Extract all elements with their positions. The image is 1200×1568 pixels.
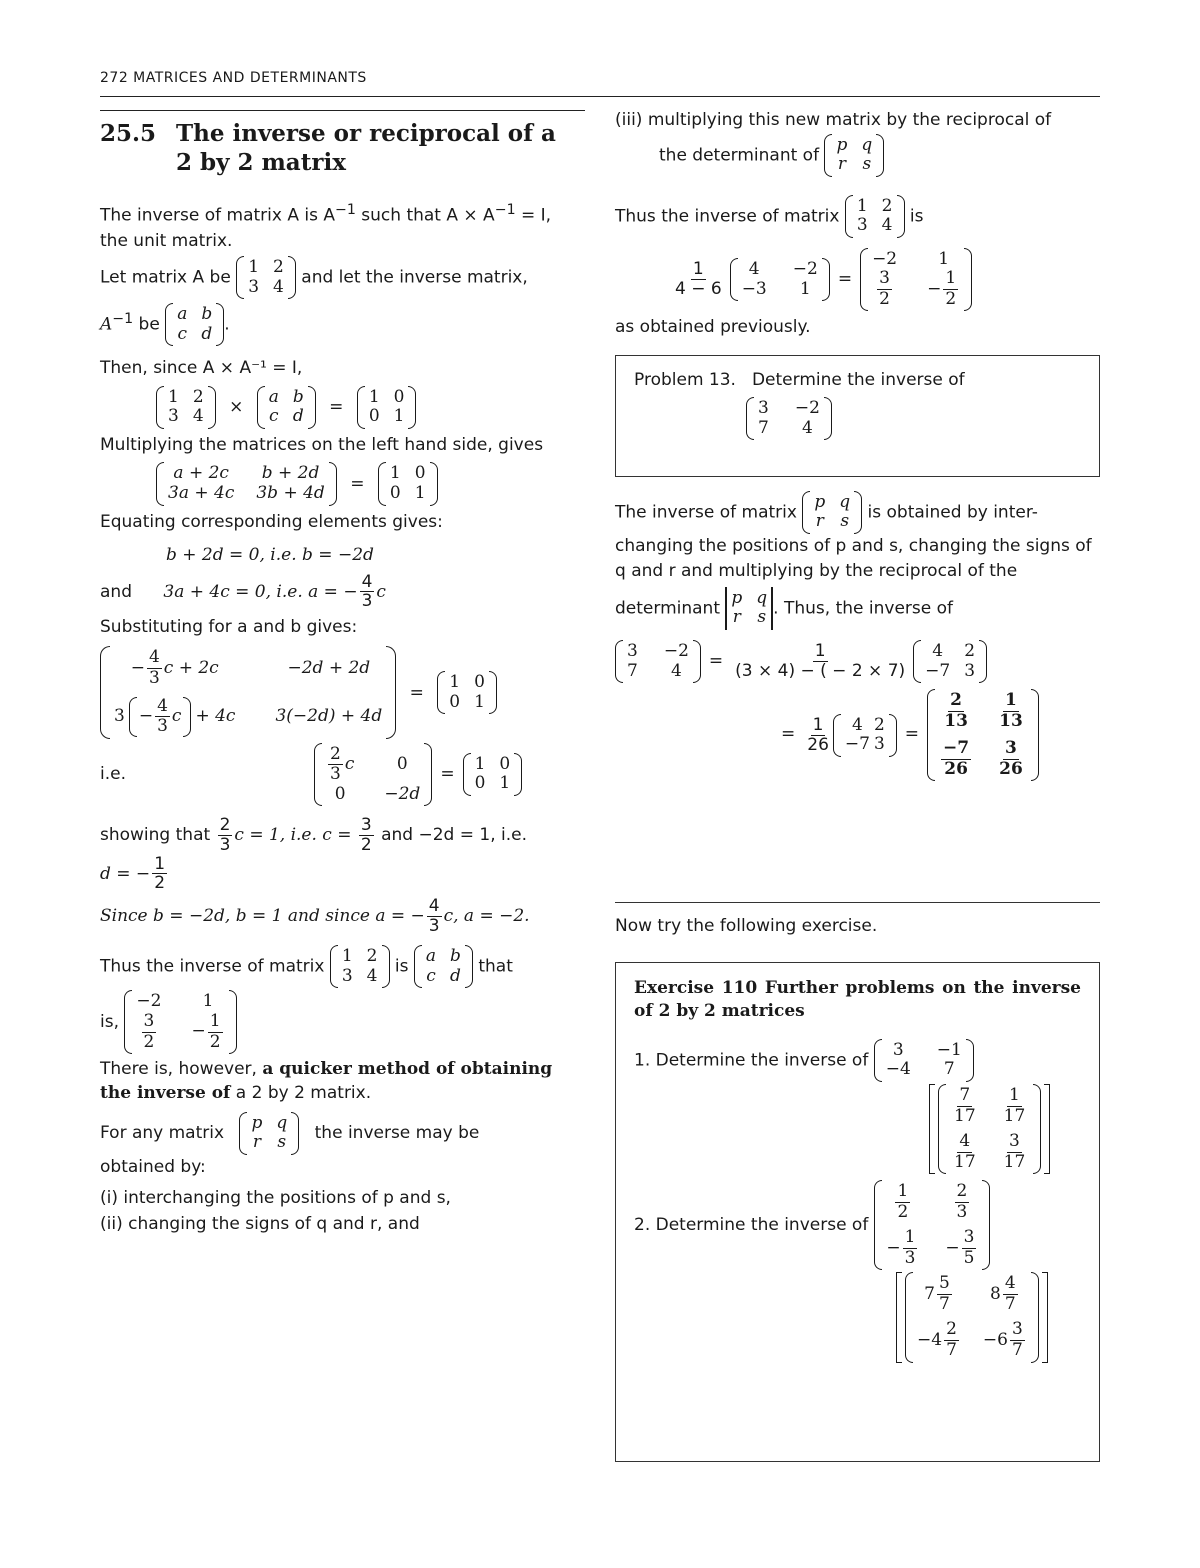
- text: The inverse of matrix A is A: [100, 205, 336, 226]
- since-line: Since b = −2d, b = 1 and since a = − $\frac{4}{3}$ c, a = −2.: [100, 895, 530, 936]
- ie-line: i.e. $\frac{2}{3}$ c 0 0 −2d = 1 0 0 1: [100, 743, 585, 807]
- text: such that A × A: [355, 205, 495, 226]
- exercise-answer-2: 7 $\frac{5}{7}$ 8 $\frac{4}{7}$ −4 $\frac{2}{7}$ − 6 $\frac{3}{7}$: [896, 1272, 1081, 1362]
- text: = I,: [515, 205, 552, 226]
- result-matrix-line: is, −2 1 $\frac{3}{2}$ − $\frac{1}{2}$: [100, 990, 585, 1054]
- inverse-rule-text: The inverse of matrix p q r s is obtained by inter-: [615, 491, 1100, 534]
- running-head: 272 MATRICES AND DETERMINANTS: [100, 70, 367, 86]
- for-any-line: For any matrix p q r s the inverse may be: [100, 1112, 585, 1155]
- quicker-method-text: There is, however, a quicker method of obtaining the inverse of a 2 by 2 matrix.: [100, 1059, 553, 1103]
- section-number: 25.5: [100, 120, 157, 147]
- problem-label: Problem 13.: [634, 369, 736, 390]
- superscript: −1: [494, 201, 516, 218]
- step-iii: (iii) multiplying this new matrix by the reciprocal of: [615, 110, 1052, 130]
- problem-matrix: 3 −2 7 4: [746, 397, 832, 440]
- section-title-line2: 2 by 2 matrix: [176, 148, 346, 176]
- equating-text: Equating corresponding elements gives:: [100, 511, 443, 532]
- section-rule: [100, 110, 585, 111]
- thus-line: Thus the inverse of matrix 1 2 3 4 is a b c d that: [100, 945, 585, 988]
- determinant-line: determinant p q r s . Thus, the inverse of: [615, 587, 1100, 630]
- section-heading: [100, 120, 585, 178]
- obtained-text: obtained by:: [100, 1156, 206, 1177]
- equation-a-line: and 3a + 4c = 0, i.e. a = − $\frac{4}{3}$ c: [100, 571, 386, 612]
- header-rule: [100, 96, 1100, 97]
- matrix-abcd: a b c d: [165, 303, 224, 346]
- problem-text: Determine the inverse of: [751, 369, 965, 390]
- exercise-answer-1: $\frac{7}{17}$ $\frac{1}{17}$ $\frac{4}{17}$ $\frac{3}{17}$: [929, 1084, 1081, 1174]
- superscript: −1: [335, 201, 356, 218]
- obtained-previously: as obtained previously.: [615, 317, 811, 338]
- matrix-A: 1 2 3 4: [236, 256, 296, 299]
- step-ii: (ii) changing the signs of q and r, and: [100, 1213, 420, 1234]
- solution-matrix: $\frac{2}{13}$ $\frac{1}{13}$ $\frac{-7}{26}$ $\frac{3}{26}$: [927, 689, 1039, 781]
- substituting-text: Substituting for a and b gives:: [100, 616, 358, 637]
- text: Let matrix A be: [100, 267, 231, 288]
- multiplying-text: Multiplying the matrices on the left hand side, gives: [100, 434, 544, 455]
- inverse-rule-text-cont: changing the positions of p and s, changing the signs of q and r and multiplying by the reciprocal of the: [615, 535, 1092, 582]
- step-iii-cont: the determinant of p q r s: [659, 134, 1100, 177]
- d-value: d = − $\frac{1}{2}$: [100, 853, 166, 894]
- equation-b: b + 2d = 0, i.e. b = −2d: [166, 545, 374, 566]
- exercise-divider: [615, 902, 1100, 903]
- solution-eq1: 3 −2 7 4 = $\frac{1}{(3 \times 4) - ( - 2 \times 7)}$ 4 2 −7 3: [615, 640, 1100, 683]
- step-i: (i) interchanging the positions of p and s,: [100, 1188, 451, 1209]
- left-column: [100, 112, 585, 1237]
- solution-eq2: = $\frac{1}{26}$ 4 2 −7 3 = $\frac{2}{13}$ $\frac{1}{13}$ $\frac{-7}{26}$ $\frac{3}{26}$: [773, 689, 1100, 781]
- inverse-calc: $\frac{1}{4 - 6}$ 4 −2 −3 1 = −2 1 $\frac{3}{2}$ − $\frac{1}{2}$: [671, 248, 1100, 312]
- exercise-item-1: 1. Determine the inverse of 3 −1 −4 7: [634, 1039, 1081, 1082]
- text: the unit matrix.: [100, 230, 233, 251]
- thus-inverse-line: Thus the inverse of matrix 1 2 3 4 is: [615, 195, 1100, 238]
- problem-13-box: [615, 355, 1100, 477]
- section-title-line1: The inverse or reciprocal of a: [176, 120, 556, 147]
- text: and let the inverse matrix,: [301, 267, 528, 288]
- now-try-text: Now try the following exercise.: [615, 916, 878, 936]
- equation-substituted: − $\frac{4}{3}$ c + 2c −2d + 2d 3 − $\frac{4}{3}$ c + 4c 3(−2d) + 4d = 1 0 0 1: [100, 646, 585, 738]
- exercise-110-box: [615, 962, 1100, 1462]
- equation-expanded: a + 2c b + 2d 3a + 4c 3b + 4d = 1 0 0 1: [156, 462, 585, 505]
- exercise-title: Exercise 110 Further problems on the inverse of 2 by 2 matrices: [634, 978, 1081, 1021]
- let-matrix-line: [100, 256, 585, 299]
- equation-product: 1 2 3 4 × a b c d = 1 0 0 1: [156, 386, 585, 429]
- paragraph-inverse-def: [100, 200, 585, 255]
- right-column: [615, 108, 1100, 781]
- then-line: Then, since A × A⁻¹ = I,: [100, 358, 303, 379]
- inverse-let-line: $A^{-1}$ be a b c d .: [100, 303, 585, 346]
- exercise-item-2: 2. Determine the inverse of $\frac{1}{2}$ $\frac{2}{3}$ − $\frac{1}{3}$ − $\frac{3}{5}$: [634, 1180, 1081, 1270]
- showing-line: showing that $\frac{2}{3}$ c = 1, i.e. c = $\frac{3}{2}$ and −2d = 1, i.e.: [100, 815, 528, 855]
